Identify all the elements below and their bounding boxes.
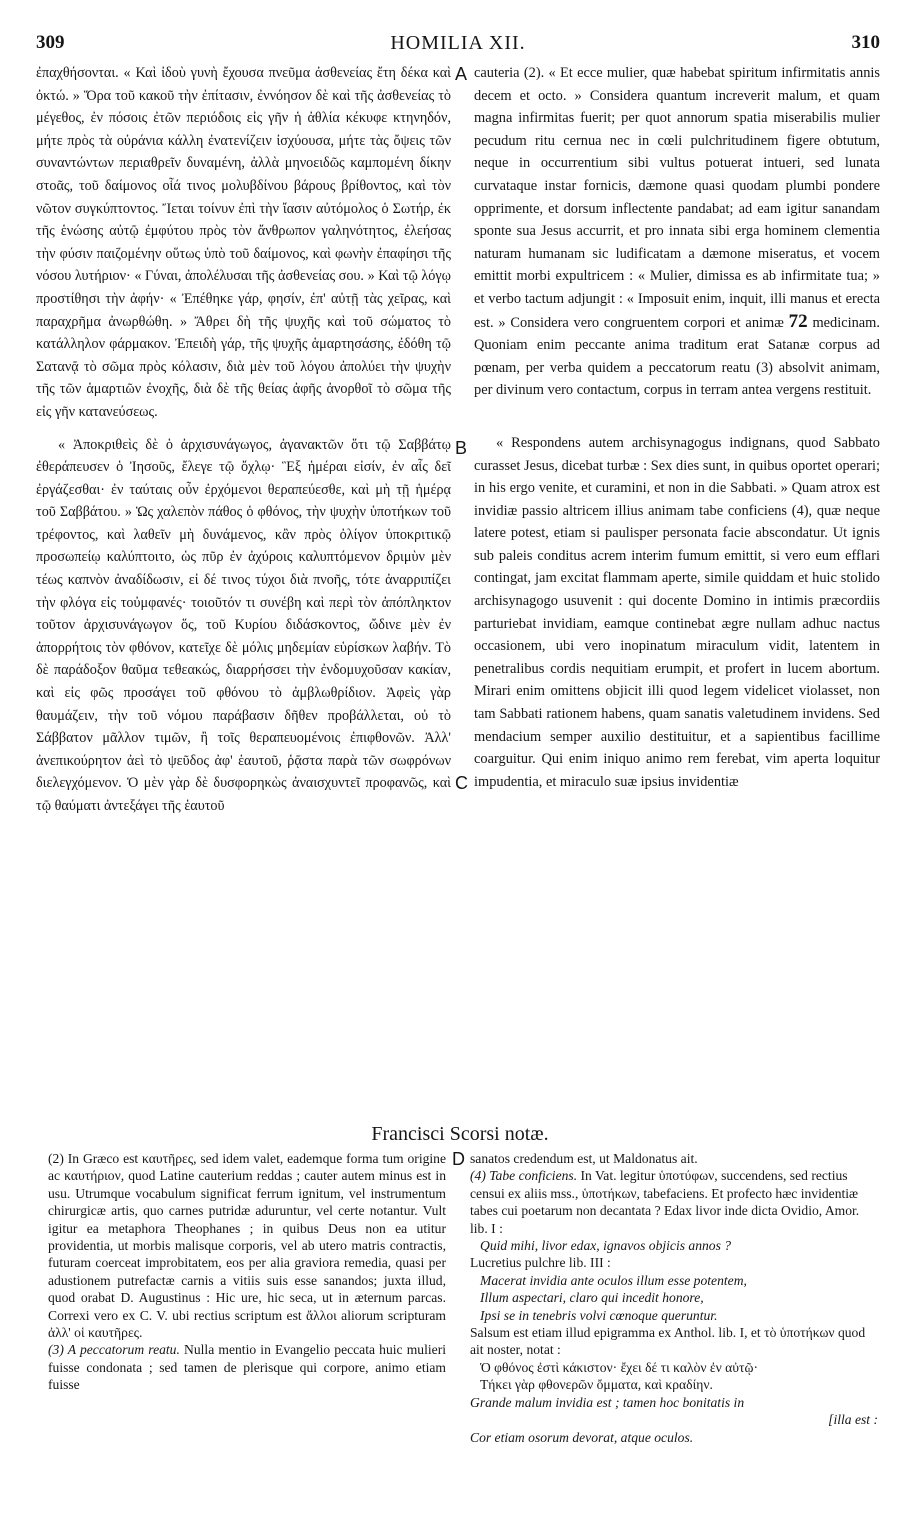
note-4 [470, 1167, 878, 1237]
section-marker-a: A [455, 64, 468, 84]
notes-heading: Francisci Scorsi notæ. [371, 1123, 549, 1145]
greek-paragraph-1: ἐπαχθήσονται. « Καὶ ἰδοὺ γυνὴ ἔχουσα πνεῦμα ἀσθενείας ἔτη δέκα καὶ ὀκτώ. » Ὅρα τοῦ κακοῦ τὴν ἐπίτασιν, ἐννόησον δὲ καὶ τῆς ἀσθενείας τὸ μέγεθος, ἐν πόσοις ἐτῶν περιόδοις εἰς γῆν ἡ ἀθλία κέκυφε κτηνηδόν, μήτε πρὸς τὰ οὐράνια κάλλη ἐνατενίζειν ἰσχύουσα, μήτε τὰς ὄψεις τῶν συναντώντων περιαθρεῖν δυναμένη, ἀλλὰ μηνοειδῶς καμπομένη δίκην στοᾶς, τοῦ δαίμονος οἷά τινος μολυβδίνου βάρους βρίθοντος, καὶ τὸν νῶτον συγκύπτοντος. Ἴεται τοίνυν ἐπὶ τὴν ἴασιν αὐτόμολος ὁ Σωτήρ, ἐκ τῆς ἑνώσης αὐτῷ ἐμφύτου πρὸς τὸν ἄνθρωπον γαληνότητος, ἐλεήσας τὴν φύσιν παιζομένην οὕτως ὑπὸ τοῦ δαίμονος, καὶ φωνὴν ἐπαφίησι τῆς νόσου λυτήριον· « Γύναι, ἀπολέλυσαι τῆς ἀσθενείας σου. » Καὶ τῷ λόγῳ προστίθησι τὴν ἀφήν· « Ἐπέθηκε γάρ, φησίν, ἐπ' αὐτῇ τὰς χεῖρας, καὶ παραχρῆμα ἀνωρθώθη. » Ἄθρει δὴ τῆς ψυχῆς καὶ τοῦ σώματος τὸ κατάλληλον φάρμακον. Ἐπειδὴ γάρ, τῆς ψυχῆς ἁμαρτησάσης, ἐδόθη τῷ Σατανᾷ τὸ σῶμα πρὸς κόλασιν, διὰ μὲν τοῦ λόγου ἀπολύει τὴν ψυχὴν τῆς τῶν ἁμαρτιῶν ἐνοχῆς, διὰ δὲ τῆς θείας ἀφῆς ἀνορθοῖ τὸ σῶμα τῆς εἰς γῆν κατανεύσεως. [36, 65, 451, 420]
note-4-text: In Vat. legitur ὑποτύφων, succendens, sed rectius censui ex aliis mss., ὑποτήκων, tabefaciens. Et profecto hæc invidentiæ tabes cui poetarum non decantata ? Edax livor inde dicta Ovidio, Amor. lib. I : [470, 1168, 860, 1236]
greek-column [36, 62, 451, 818]
note-3-heading: (3) A peccatorum reatu. [48, 1342, 180, 1358]
note-3-text: Nulla mentio in Evangelio peccata huic mulieri fuisse condonata ; sed tamen de plerisque qui corpore, animo etiam fuisse [48, 1342, 446, 1393]
note-2: (2) In Græco est καυτῆρες, sed idem valet, eademque forma tum origine ac καυτήριον, quod Latine cauterium reddas ; cauter autem minus est in usu. Utrumque vocabulum significat ferrum ignitum, vel instrumentum chirurgicæ artis, quo carnes putridæ aduruntur, vel certe notantur. Vult igitur ea metaphora Theophanes ; in quibus Deus non ea utitur providentia, ut morbis malisque corporis, vel ab utero matris contractis, futuram coerceat improbitatem, eos per alia graviora remedia, quasi per adustionem putrefactæ carnis a vitiis suis esse sanandos; juxta illud, quod orabat D. Augustinus : Hic ure, hic seca, ut in æternum parcas. Correxi vero ex C. V. ubi rectius scriptum est ἄλλοι aliorum scripturam ἀλλ' οἱ καυτῆρες. [48, 1151, 446, 1341]
epigram-latin-line-2: Cor etiam osorum devorat, atque oculos. [470, 1429, 694, 1445]
page-number-left: 309 [36, 32, 65, 53]
note-3 [48, 1341, 446, 1393]
running-title: HOMILIA XII. [390, 32, 526, 54]
epigram-greek-line-2: Τήκει γὰρ φθονερῶν ὄμματα, καὶ κραδίην. [480, 1377, 713, 1393]
latin-column [474, 62, 880, 793]
section-marker-d: D [452, 1149, 465, 1169]
page-header [36, 32, 880, 54]
quote-lucretius-line-3: Ipsi se in tenebris volvi cœnoque queruntur. [480, 1307, 718, 1323]
notes-left-column [48, 1150, 446, 1394]
quote-lucretius-line-1: Macerat invidia ante oculos illum esse potentem, [480, 1272, 747, 1288]
latin-paragraph-1 [474, 62, 880, 402]
notes-right-column [470, 1150, 878, 1446]
quote-lucretius-line-2: Illum aspectari, claro qui incedit honore, [480, 1290, 704, 1306]
note-lucretius-intro: Lucretius pulchre lib. III : [470, 1255, 611, 1271]
greek-paragraph-2: « Ἀποκριθεὶς δὲ ὁ ἀρχισυνάγωγος, ἀγανακτῶν ὅτι τῷ Σαββάτῳ ἐθεράπευσεν ὁ Ἰησοῦς, ἔλεγε τῷ ὄχλῳ· Ἓξ ἡμέραι εἰσίν, ἐν αἷς δεῖ ἐργάζεσθαι· ἐν ταύταις οὖν ἐρχόμενοι θεραπεύεσθε, καὶ μὴ τῇ ἡμέρᾳ τοῦ Σαββάτου. » Ὡς χαλεπὸν πάθος ὁ φθόνος, τὴν ψυχὴν ὑποτήκων τοῦ τρέφοντος, καὶ λαθεῖν μὴ δυνάμενος, κἂν πρὸς ὀλίγον ὑποκριτικῷ προσωπείῳ καλύπτοιτο, ὡς πῦρ ἐν ἀχύροις καλυπτόμενον δριμὺν μὲν τέως καπνὸν ἀναδίδωσιν, εἰ δέ τινος τύχοι διὰ πνοῆς, τότε ἀναρριπίζει τὴν φλόγα εἰς τοὐμφανές· τοιοῦτόν τι συνέβη καὶ περὶ τὸν ἀπόπληκτον τοῦτον ἀρχισυνάγωγον ὅς, τοῦ Κυρίου διδάσκοντος, ὤδινε μὲν ἐν ἀπορρήτοις τὸν φθόνον, κατεῖχε δὲ μόλις μηδεμίαν εὑρίσκων λαβήν. Τὸ δὲ παράδοξον θαῦμα τεθεακώς, διαρρήσσει τὴν ἐνδομυχοῦσαν κακίαν, καὶ εἰς φῶς προσάγει τοῦ φθόνου τὸ ἀμβλωθρίδιον. Ἀφεὶς γὰρ θαυμάζειν, τὴν τοῦ νόμου παράβασιν δῆθεν προβάλλεται, οὐ τὸ Σάββατον μᾶλλον τιμῶν, ἢ τοῖς θεραπευομένοις ἐπιφθονῶν. Ἀλλ' ἀνεπικούρητον ἀεὶ τὸ ψεῦδος ἀφ' ἑαυτοῦ, ῥᾷστα παρὰ τῶν σωφρόνων διελεγχόμενον. Ὁ μὲν γὰρ δὲ δυσφορηκὼς ἀναισχυντεῖ προφανῶς, καὶ τῷ θαύματι ἀντεξάγει τῆς ἑαυτοῦ [36, 436, 451, 814]
latin-paragraph-1-text: cauteria (2). « Et ecce mulier, quæ habebat spiritum infirmitatis annis decem et octo. » Considera quantum increverit malum, et quam magna infirmitas fuerit; per quot annorum spatia miserabilis mulier pecudum ritu cernua nec in cœli pulchritudinem figere obtutum, neque in occurrentium sibi vultus potuerat intueri, sed lunata curvataque instar fornicis, dæmone quasi quodam plumbi pondere opprimente, et dorsum inflectente pandabat; ad eam igitur sanandam sponte sua Jesus accurrit, et pro innata sibi erga hominem clementia naturam humanam sic ludificatam a dæmone miseratus, et vocem emittit morbi expultricem : « Mulier, dimissa es ab infirmitate tua; » et verbo tactum adjungit : « Imposuit enim, inquit, illi manus et erecta est. » Considera vero congruentem corpori et animæ [474, 65, 880, 331]
page-number-right: 310 [851, 32, 880, 53]
epigram-latin-line-1-end: [illa est : [828, 1412, 878, 1428]
note-4-heading: (4) Tabe conficiens. [470, 1168, 578, 1184]
latin-paragraph-1-continued: medicinam. Quoniam enim peccante anima traditum erat Satanæ corpus ad pœnam, per verba quidem a peccatorum reatu (3) absolvit animam, per divinum vero contactum, corpus in terram antea vergens restituit. [474, 314, 880, 399]
latin-paragraph-2: « Respondens autem archisynagogus indignans, quod Sabbato curasset Jesus, dicebat turbæ : Sex dies sunt, in quibus oportet operari; in his ergo venite, et curamini, et non in die Sabbati. » Quam atrox est invidiæ passio altricem illius animam tabe conficiens (4), quæ neque latere potest, etiam si paulisper personata facie abscondatur. Ut ignis sub paleis conditus acrem interim fumum emittit, si vero eum efflari contingat, jam excitat flammam aperte, simile quiddam et huic stolido archisynagogo usuvenit : qui docente Domino in intimis præcordiis parturiebat invidiam, eamque continebat ægre nullam adhuc nactus occasionem, ubi vero inopinatum miraculum vidit, latentem in penetralibus cordis nequitiam erumpit, et profert in lucem abortum. Mirari enim omittens objicit illi quod legem videlicet violasset, non tam Sabbati rationem habens, quam sanatis valetudinem invidens. Sed mendacium semper auxilio destituitur, et a sapientibus facillime coarguitur. Qui enim iniquo animo rem ferebat, vim aperta loquitur impudentia, et miraculo suæ ipsius invidentiæ [474, 434, 880, 790]
section-marker-c: C [455, 773, 468, 793]
section-marker-b: B [455, 438, 468, 458]
note-epigram-intro: Salsum est etiam illud epigramma ex Anthol. lib. I, et τὸ ὑποτήκων quod ait noster, notat : [470, 1325, 866, 1358]
epigram-latin-line-1: Grande malum invidia est ; tamen hoc bonitatis in [470, 1394, 745, 1410]
epigram-greek-line-1: Ὁ φθόνος ἐστὶ κάκιστον· ἔχει δέ τι καλὸν ἐν αὐτῷ· [480, 1359, 758, 1375]
quote-ovid: Quid mihi, livor edax, ignavos objicis annos ? [480, 1238, 732, 1254]
column-number: 72 [788, 310, 808, 332]
note-continuation: sanatos credendum est, ut Maldonatus ait. [470, 1151, 698, 1166]
